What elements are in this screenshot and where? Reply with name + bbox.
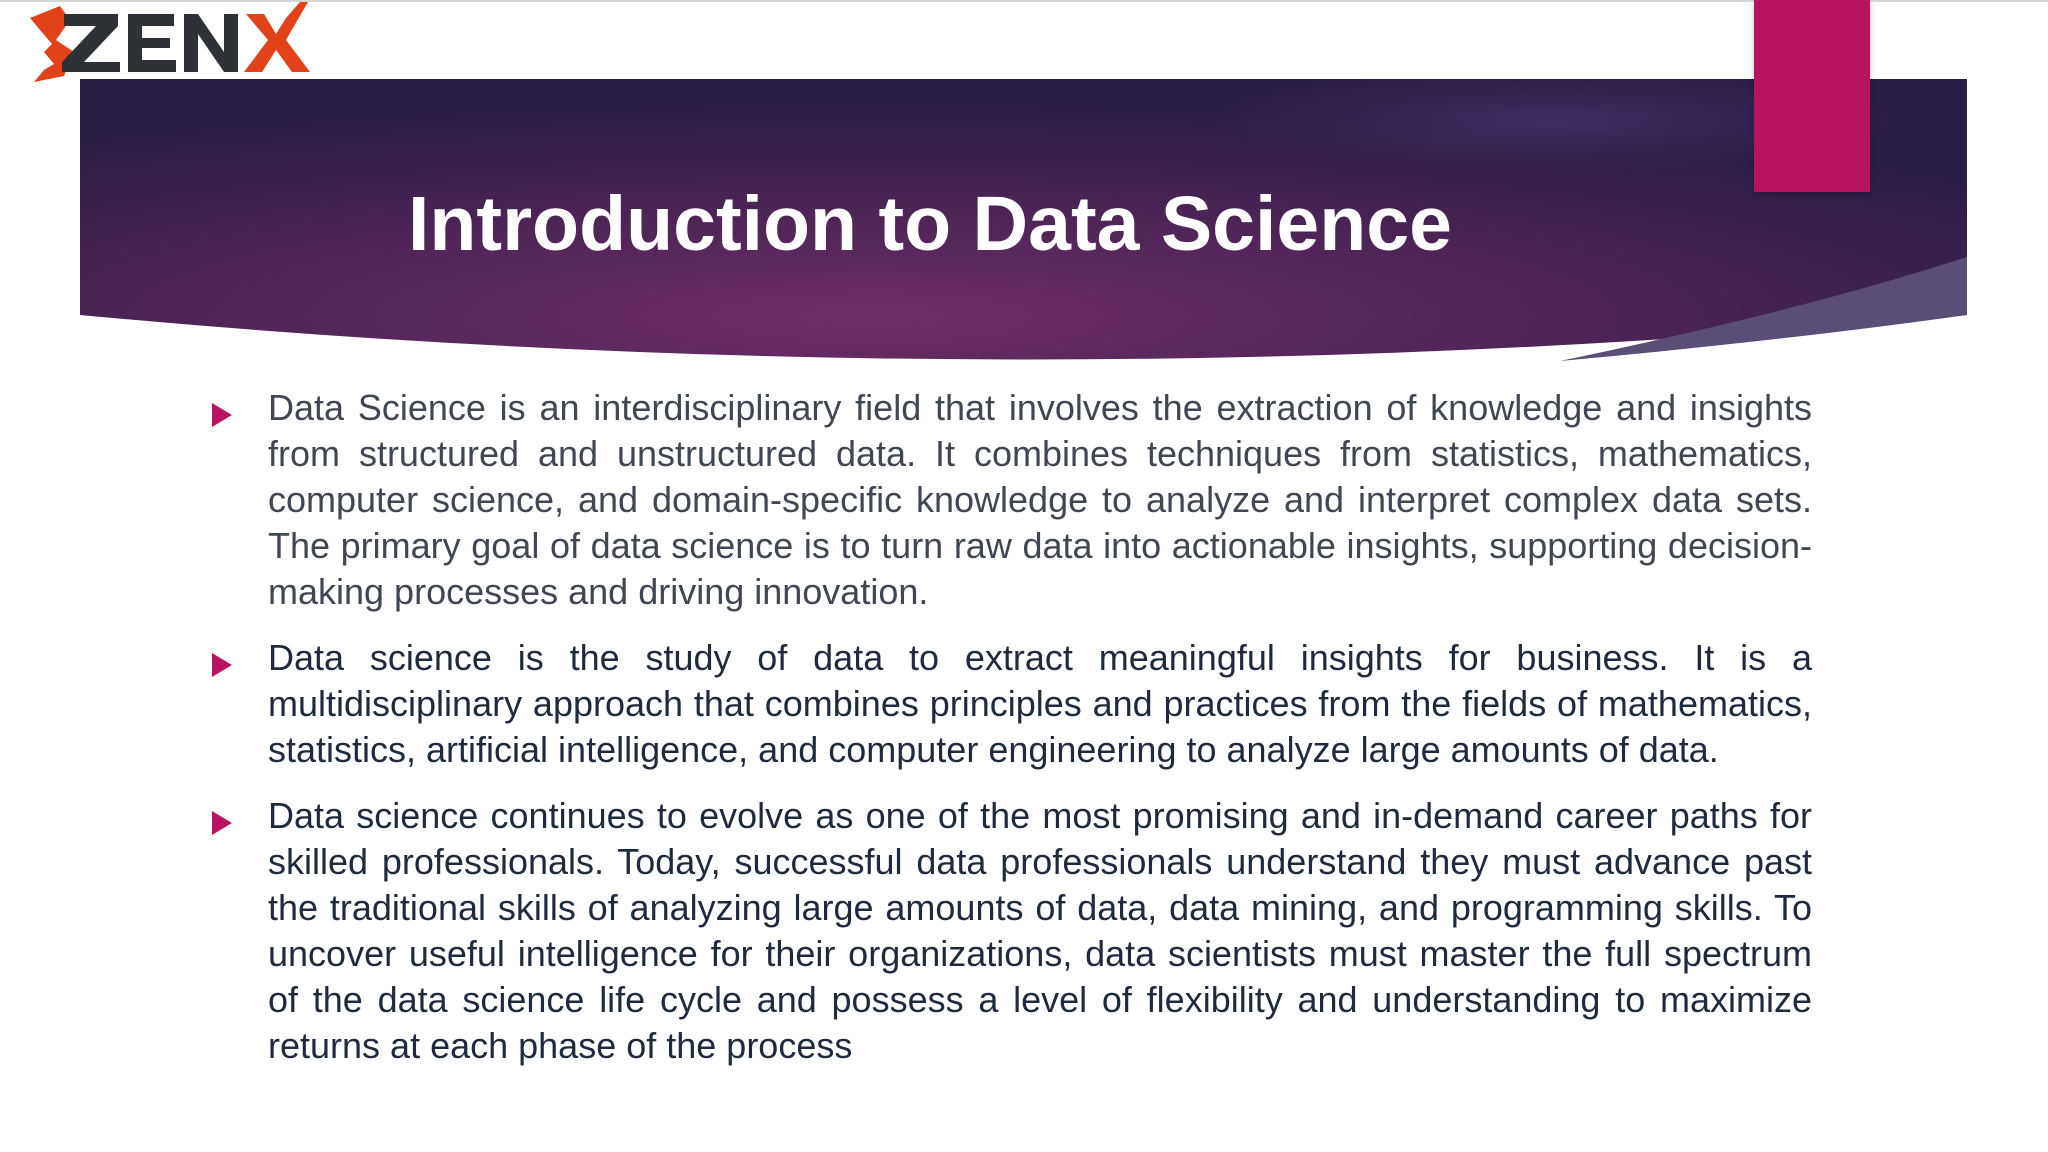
company-logo [24, 0, 314, 86]
bullet-item [208, 793, 1812, 1069]
bullet-list [208, 385, 1812, 1089]
bullet-item [208, 635, 1812, 773]
bullet-text: Data Science is an interdisciplinary field that involves the extraction of knowledge and insights from structured and unstructured data. It combines techniques from statistics, mathematics, computer science, and domain-specific knowledge to analyze and interpret complex data sets. The primary goal of data science is to turn raw data into actionable insights, supporting decision-making processes and driving innovation. [268, 387, 1812, 612]
triangle-bullet-icon [212, 403, 232, 427]
bullet-text: Data science is the study of data to extract meaningful insights for business. It is a multidisciplinary approach that combines principles and practices from the fields of mathematics, statistics, artificial intelligence, and computer engineering to analyze large amounts of data. [268, 637, 1812, 770]
bullet-item [208, 385, 1812, 615]
slide-title: Introduction to Data Science [408, 181, 1452, 267]
accent-tab [1754, 0, 1870, 192]
logo-3zenx-icon [24, 0, 314, 86]
bullet-text: Data science continues to evolve as one of the most promising and in-demand career paths for skilled professionals. Today, successful data professionals understand they must advance past the traditional skills of analyzing large amounts of data, data mining, and programming skills. To uncover useful intelligence for their organizations, data scientists must master the full spectrum of the data science life cycle and possess a level of flexibility and understanding to maximize returns at each phase of the process [268, 795, 1812, 1066]
triangle-bullet-icon [212, 811, 232, 835]
triangle-bullet-icon [212, 653, 232, 677]
